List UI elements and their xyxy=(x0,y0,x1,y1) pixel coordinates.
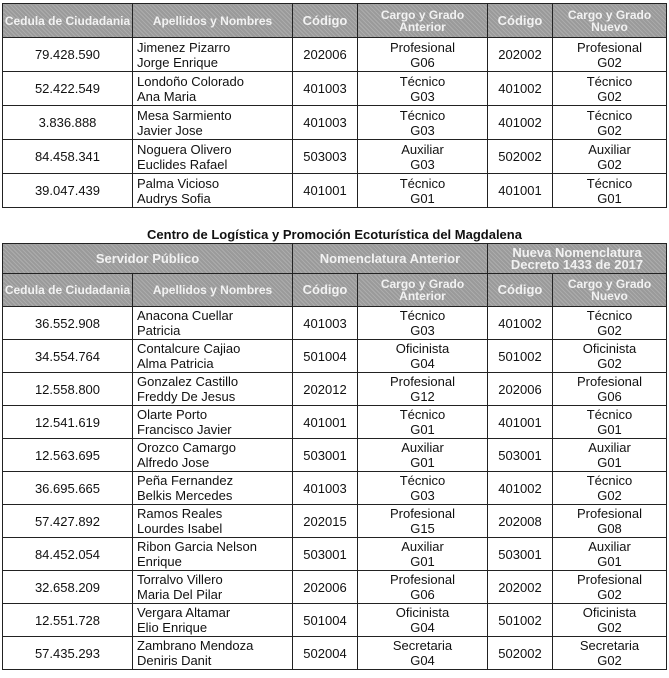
table-row xyxy=(3,373,667,406)
cargo-new-cell: Auxiliar G02 xyxy=(553,140,667,174)
cargo-previous-cell: Técnico G01 xyxy=(358,406,488,439)
code-previous-cell: 503001 xyxy=(293,439,358,472)
cargo-new-cell: Secretaria G02 xyxy=(553,637,667,670)
cargo-new-cell: Técnico G02 xyxy=(553,72,667,106)
code-previous-cell: 503003 xyxy=(293,140,358,174)
cargo-previous-cell: Técnico G03 xyxy=(358,472,488,505)
name-cell: Jimenez Pizarro Jorge Enrique xyxy=(133,38,293,72)
code-new-cell: 503001 xyxy=(488,538,553,571)
cargo-new-cell: Profesional G02 xyxy=(553,38,667,72)
cedula-cell: 52.422.549 xyxy=(3,72,133,106)
code-new-cell: 501002 xyxy=(488,340,553,373)
header-cargo-nuevo: Cargo y Grado Nuevo xyxy=(553,4,667,38)
code-new-cell: 202006 xyxy=(488,373,553,406)
group-header-servidor: Servidor Público xyxy=(3,244,293,274)
code-previous-cell: 202006 xyxy=(293,38,358,72)
cedula-cell: 57.427.892 xyxy=(3,505,133,538)
cargo-new-cell: Profesional G08 xyxy=(553,505,667,538)
name-cell: Ribon Garcia Nelson Enrique xyxy=(133,538,293,571)
code-previous-cell: 202015 xyxy=(293,505,358,538)
cedula-cell: 57.435.293 xyxy=(3,637,133,670)
name-cell: Zambrano Mendoza Deniris Danit xyxy=(133,637,293,670)
cargo-new-cell: Técnico G01 xyxy=(553,174,667,208)
code-new-cell: 401001 xyxy=(488,174,553,208)
cargo-previous-cell: Secretaria G04 xyxy=(358,637,488,670)
cargo-previous-cell: Oficinista G04 xyxy=(358,604,488,637)
code-new-cell: 401002 xyxy=(488,307,553,340)
code-previous-cell: 401001 xyxy=(293,406,358,439)
code-previous-cell: 401003 xyxy=(293,72,358,106)
cedula-cell: 3.836.888 xyxy=(3,106,133,140)
code-new-cell: 401002 xyxy=(488,472,553,505)
cargo-previous-cell: Técnico G01 xyxy=(358,174,488,208)
header-cedula: Cedula de Ciudadania xyxy=(3,274,133,307)
code-new-cell: 502002 xyxy=(488,140,553,174)
table-row xyxy=(3,140,667,174)
cargo-previous-cell: Auxiliar G01 xyxy=(358,538,488,571)
code-new-cell: 202002 xyxy=(488,38,553,72)
name-cell: Olarte Porto Francisco Javier xyxy=(133,406,293,439)
table-row xyxy=(3,604,667,637)
name-cell: Peña Fernandez Belkis Mercedes xyxy=(133,472,293,505)
table-row xyxy=(3,174,667,208)
header-apellidos: Apellidos y Nombres xyxy=(133,4,293,38)
name-cell: Torralvo Villero Maria Del Pilar xyxy=(133,571,293,604)
code-new-cell: 202002 xyxy=(488,571,553,604)
cedula-cell: 12.551.728 xyxy=(3,604,133,637)
code-new-cell: 503001 xyxy=(488,439,553,472)
cedula-cell: 84.458.341 xyxy=(3,140,133,174)
header-cargo-nuevo: Cargo y Grado Nuevo xyxy=(553,274,667,307)
table-row xyxy=(3,571,667,604)
cargo-previous-cell: Auxiliar G03 xyxy=(358,140,488,174)
cargo-new-cell: Profesional G02 xyxy=(553,571,667,604)
header-codigo-nuevo: Código xyxy=(488,4,553,38)
table-row xyxy=(3,340,667,373)
group-header-nomenclatura-anterior: Nomenclatura Anterior xyxy=(293,244,488,274)
cargo-new-cell: Oficinista G02 xyxy=(553,604,667,637)
cedula-cell: 34.554.764 xyxy=(3,340,133,373)
cargo-previous-cell: Auxiliar G01 xyxy=(358,439,488,472)
cedula-cell: 84.452.054 xyxy=(3,538,133,571)
name-cell: Ramos Reales Lourdes Isabel xyxy=(133,505,293,538)
header-codigo-nuevo: Código xyxy=(488,274,553,307)
cargo-new-cell: Técnico G02 xyxy=(553,106,667,140)
cargo-previous-cell: Oficinista G04 xyxy=(358,340,488,373)
cargo-previous-cell: Profesional G15 xyxy=(358,505,488,538)
name-cell: Palma Vicioso Audrys Sofia xyxy=(133,174,293,208)
code-previous-cell: 501004 xyxy=(293,604,358,637)
name-cell: Anacona Cuellar Patricia xyxy=(133,307,293,340)
code-previous-cell: 202006 xyxy=(293,571,358,604)
header-codigo-anterior: Código xyxy=(293,4,358,38)
name-cell: Orozco Camargo Alfredo Jose xyxy=(133,439,293,472)
cedula-cell: 39.047.439 xyxy=(3,174,133,208)
cedula-cell: 12.563.695 xyxy=(3,439,133,472)
code-previous-cell: 502004 xyxy=(293,637,358,670)
table-row xyxy=(3,72,667,106)
code-previous-cell: 401003 xyxy=(293,106,358,140)
cargo-new-cell: Oficinista G02 xyxy=(553,340,667,373)
staff-table-top xyxy=(2,3,667,208)
code-previous-cell: 401003 xyxy=(293,307,358,340)
cedula-cell: 32.658.209 xyxy=(3,571,133,604)
code-new-cell: 202008 xyxy=(488,505,553,538)
cargo-previous-cell: Técnico G03 xyxy=(358,307,488,340)
code-previous-cell: 501004 xyxy=(293,340,358,373)
header-cedula: Cedula de Ciudadania xyxy=(3,4,133,38)
table-row xyxy=(3,406,667,439)
code-new-cell: 501002 xyxy=(488,604,553,637)
name-cell: Vergara Altamar Elio Enrique xyxy=(133,604,293,637)
header-codigo-anterior: Código xyxy=(293,274,358,307)
table-row xyxy=(3,472,667,505)
name-cell: Londoño Colorado Ana Maria xyxy=(133,72,293,106)
cargo-new-cell: Técnico G02 xyxy=(553,472,667,505)
header-cargo-anterior: Cargo y Grado Anterior xyxy=(358,274,488,307)
table-row xyxy=(3,307,667,340)
table-row xyxy=(3,439,667,472)
cargo-previous-cell: Profesional G06 xyxy=(358,571,488,604)
name-cell: Mesa Sarmiento Javier Jose xyxy=(133,106,293,140)
code-previous-cell: 503001 xyxy=(293,538,358,571)
cargo-new-cell: Técnico G01 xyxy=(553,406,667,439)
cargo-new-cell: Auxiliar G01 xyxy=(553,439,667,472)
name-cell: Noguera Olivero Euclides Rafael xyxy=(133,140,293,174)
cargo-new-cell: Auxiliar G01 xyxy=(553,538,667,571)
table-row xyxy=(3,38,667,72)
cargo-new-cell: Profesional G06 xyxy=(553,373,667,406)
staff-table-bottom xyxy=(2,226,667,670)
code-new-cell: 401001 xyxy=(488,406,553,439)
cedula-cell: 12.558.800 xyxy=(3,373,133,406)
code-previous-cell: 401001 xyxy=(293,174,358,208)
name-cell: Gonzalez Castillo Freddy De Jesus xyxy=(133,373,293,406)
cargo-previous-cell: Técnico G03 xyxy=(358,106,488,140)
table-row xyxy=(3,637,667,670)
cargo-previous-cell: Técnico G03 xyxy=(358,72,488,106)
cargo-new-cell: Técnico G02 xyxy=(553,307,667,340)
table-row xyxy=(3,505,667,538)
code-previous-cell: 202012 xyxy=(293,373,358,406)
table-row xyxy=(3,106,667,140)
name-cell: Contalcure Cajiao Alma Patricia xyxy=(133,340,293,373)
cedula-cell: 12.541.619 xyxy=(3,406,133,439)
section-title: Centro de Logística y Promoción Ecoturística del Magdalena xyxy=(3,226,667,244)
group-header-nueva-nomenclatura: Nueva Nomenclatura Decreto 1433 de 2017 xyxy=(488,244,667,274)
cargo-previous-cell: Profesional G06 xyxy=(358,38,488,72)
header-cargo-anterior: Cargo y Grado Anterior xyxy=(358,4,488,38)
cedula-cell: 36.552.908 xyxy=(3,307,133,340)
cargo-previous-cell: Profesional G12 xyxy=(358,373,488,406)
code-previous-cell: 401003 xyxy=(293,472,358,505)
cedula-cell: 36.695.665 xyxy=(3,472,133,505)
code-new-cell: 401002 xyxy=(488,106,553,140)
header-apellidos: Apellidos y Nombres xyxy=(133,274,293,307)
table-row xyxy=(3,538,667,571)
code-new-cell: 401002 xyxy=(488,72,553,106)
code-new-cell: 502002 xyxy=(488,637,553,670)
cedula-cell: 79.428.590 xyxy=(3,38,133,72)
